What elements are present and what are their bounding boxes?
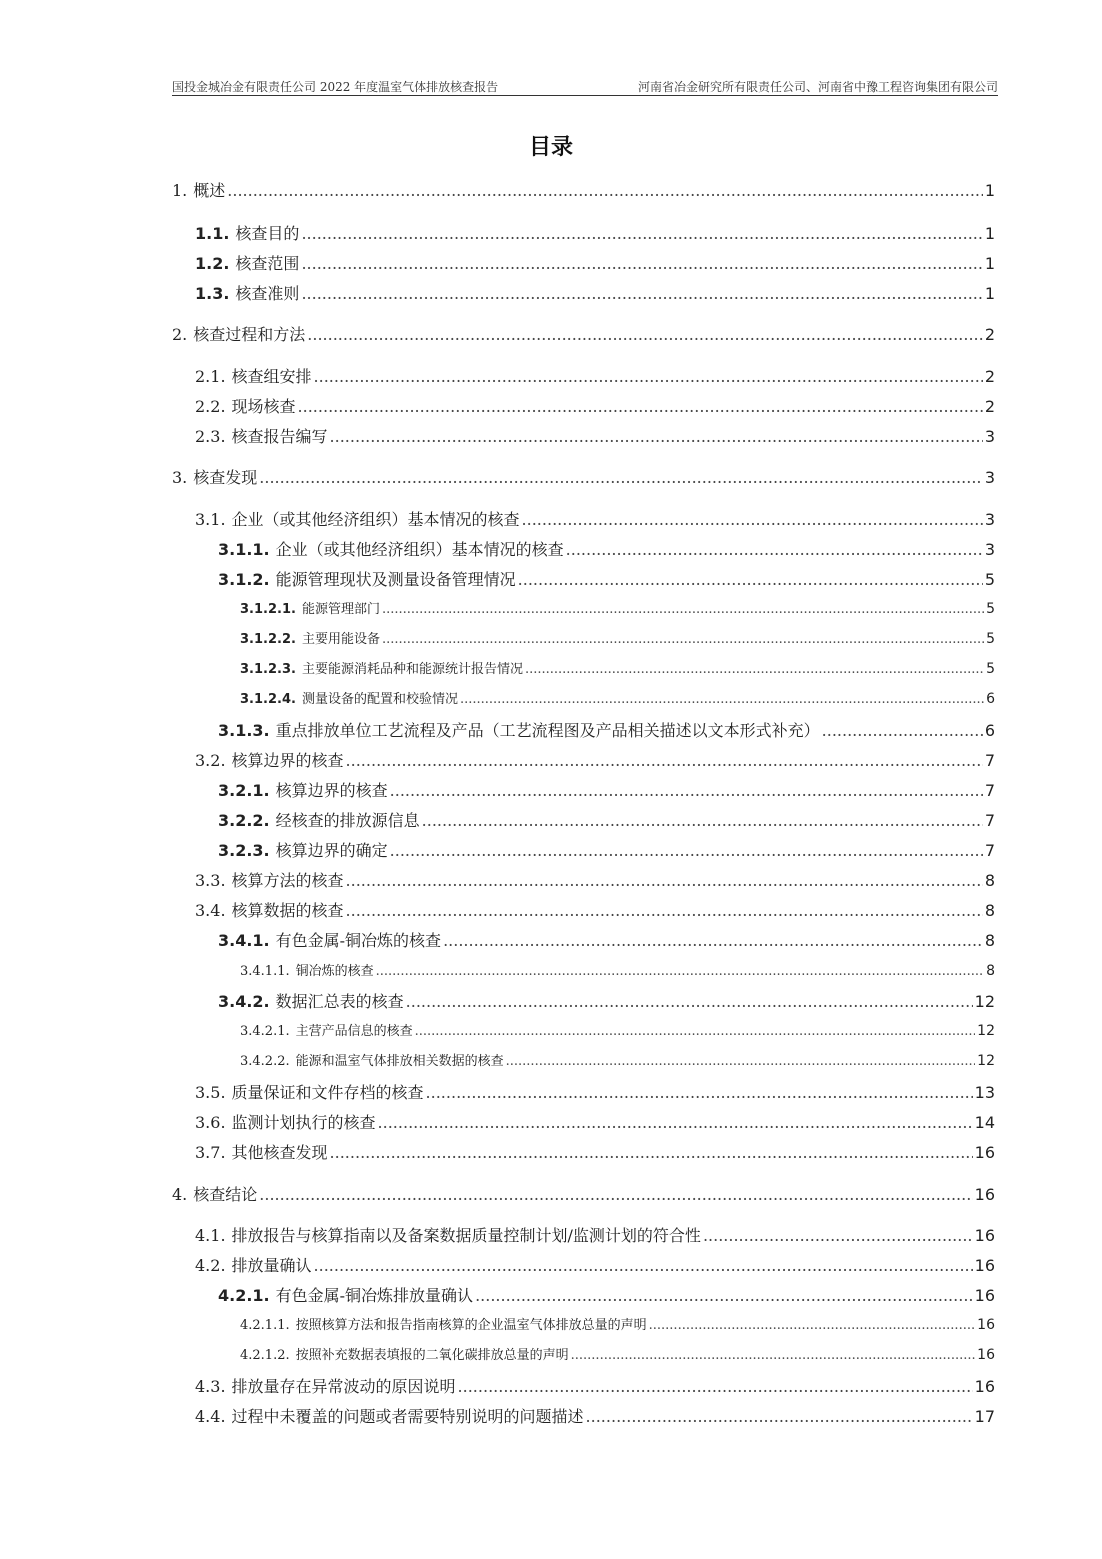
toc-leader-dots: [346, 901, 983, 920]
toc-entry-number: 3.1.1.: [218, 540, 270, 559]
toc-entry-3-4[interactable]: [195, 898, 995, 921]
toc-entry-page: 1: [984, 254, 995, 273]
toc-entry-label: 企业（或其他经济组织）基本情况的核查: [275, 540, 564, 559]
toc-entry-label: 其他核查发现: [231, 1143, 328, 1162]
toc-entry-number: 3.2.3.: [218, 841, 270, 860]
toc-entry-label: 核查范围: [235, 254, 300, 273]
toc-leader-dots: [301, 224, 982, 243]
toc-leader-dots: [458, 1377, 973, 1396]
toc-leader-dots: [586, 1407, 973, 1426]
toc-entry-number: 2.3.: [195, 427, 226, 446]
toc-entry-number: 3.5.: [195, 1083, 226, 1102]
toc-entry-page: 1: [984, 181, 995, 200]
toc-leader-dots: [378, 1113, 973, 1132]
toc-entry-number: 1.2.: [195, 254, 230, 273]
toc-entry-page: 3: [984, 540, 995, 559]
toc-entry-label: 核算方法的核查: [231, 871, 344, 890]
toc-entry-page: 16: [974, 1185, 995, 1204]
toc-entry-3-1-2-4[interactable]: [240, 688, 995, 707]
toc-entry-number: 3.1.: [195, 510, 226, 529]
toc-entry-page: 3: [984, 510, 995, 529]
toc-entry-3-2-3[interactable]: [218, 838, 995, 861]
toc-leader-dots: [566, 540, 983, 559]
toc-entry-label: 数据汇总表的核查: [275, 992, 404, 1011]
toc-entry-label: 主营产品信息的核查: [295, 1024, 413, 1039]
toc-entry-3-1-1[interactable]: [218, 537, 995, 560]
toc-entry-label: 能源管理现状及测量设备管理情况: [275, 570, 516, 589]
toc-entry-page: 8: [984, 931, 995, 950]
toc-entry-3-1[interactable]: [195, 507, 995, 530]
toc-entry-number: 4.2.: [195, 1256, 226, 1275]
toc-entry-4-2-1-2[interactable]: [240, 1344, 995, 1363]
toc-leader-dots: [390, 841, 983, 860]
toc-entry-label: 核算边界的核查: [231, 751, 344, 770]
toc-entry-label: 核算边界的核查: [275, 781, 388, 800]
toc-entry-label: 企业（或其他经济组织）基本情况的核查: [231, 510, 520, 529]
toc-leader-dots: [703, 1226, 973, 1245]
toc-entry-label: 按照补充数据表填报的二氧化碳排放总量的声明: [295, 1348, 569, 1363]
toc-entry-label: 核算数据的核查: [231, 901, 344, 920]
toc-entry-page: 5: [986, 631, 995, 647]
toc-entry-number: 3.2.2.: [218, 811, 270, 830]
toc-entry-3-4-1[interactable]: [218, 928, 995, 951]
toc-entry-label: 核查结论: [193, 1185, 258, 1204]
toc-entry-page: 3: [984, 427, 995, 446]
toc-entry-label: 有色金属-铜冶炼的核查: [275, 931, 442, 950]
toc-entry-page: 5: [986, 661, 995, 677]
toc-entry-page: 16: [977, 1317, 995, 1333]
toc-entry-number: 4.4.: [195, 1407, 226, 1426]
toc-entry-number: 3.4.2.1.: [240, 1024, 290, 1039]
toc-entry-3-2-1[interactable]: [218, 778, 995, 801]
toc-entry-page: 5: [986, 601, 995, 617]
toc-entry-label: 有色金属-铜冶炼排放量确认: [275, 1286, 474, 1305]
toc-entry-label: 核查组安排: [231, 367, 312, 386]
toc-leader-dots: [415, 1024, 976, 1039]
toc-entry-number: 4.2.1.2.: [240, 1348, 290, 1363]
toc-entry-2-1[interactable]: [195, 364, 995, 387]
toc-entry-4-2-1[interactable]: [218, 1283, 995, 1306]
toc-leader-dots: [307, 325, 983, 344]
toc-entry-4-4[interactable]: [195, 1404, 995, 1427]
toc-entry-number: 3.4.2.2.: [240, 1054, 290, 1069]
toc-entry-label: 核查过程和方法: [193, 325, 306, 344]
toc-entry-4-3[interactable]: [195, 1374, 995, 1397]
toc-entry-2-3[interactable]: [195, 424, 995, 447]
toc-entry-page: 17: [974, 1407, 995, 1426]
toc-entry-page: 16: [974, 1226, 995, 1245]
toc-leader-dots: [525, 662, 984, 677]
toc-entry-page: 16: [974, 1286, 995, 1305]
toc-leader-dots: [522, 510, 983, 529]
toc-entry-3-4-2[interactable]: [218, 989, 995, 1012]
toc-entry-page: 2: [984, 367, 995, 386]
toc-entry-3-1-2-1[interactable]: [240, 598, 995, 617]
toc-leader-dots: [346, 871, 983, 890]
toc-leader-dots: [443, 931, 983, 950]
toc-entry-page: 7: [984, 751, 995, 770]
toc-entry-number: 3.: [172, 468, 188, 487]
toc-entry-number: 3.2.1.: [218, 781, 270, 800]
toc-entry-3-4-2-2[interactable]: [240, 1050, 995, 1069]
toc-entry-number: 2.1.: [195, 367, 226, 386]
toc-entry-label: 排放报告与核算指南以及备案数据质量控制计划/监测计划的符合性: [231, 1226, 701, 1245]
toc-entry-number: 4.: [172, 1185, 188, 1204]
toc-leader-dots: [822, 721, 983, 740]
toc-entry-number: 3.4.1.: [218, 931, 270, 950]
toc-entry-label: 过程中未覆盖的问题或者需要特别说明的问题描述: [231, 1407, 584, 1426]
toc-leader-dots: [227, 181, 983, 200]
toc-entry-label: 核算边界的确定: [275, 841, 388, 860]
toc-entry-label: 质量保证和文件存档的核查: [231, 1083, 424, 1102]
toc-leader-dots: [475, 1286, 973, 1305]
toc-entry-page: 16: [974, 1377, 995, 1396]
toc-entry-number: 3.4.1.1.: [240, 964, 290, 979]
toc-entry-1-2[interactable]: [195, 251, 995, 274]
toc-entry-3-7[interactable]: [195, 1140, 995, 1163]
toc-entry-3-2-2[interactable]: [218, 808, 995, 831]
toc-entry-page: 2: [984, 397, 995, 416]
toc-leader-dots: [314, 367, 983, 386]
toc-entry-number: 4.2.1.: [218, 1286, 270, 1305]
toc-entry-3-2[interactable]: [195, 748, 995, 771]
toc-entry-label: 监测计划执行的核查: [231, 1113, 376, 1132]
toc-entry-page: 8: [984, 901, 995, 920]
toc-entry-label: 主要能源消耗品种和能源统计报告情况: [301, 662, 523, 677]
toc-leader-dots: [298, 397, 983, 416]
toc-entry-number: 3.1.2.4.: [240, 692, 296, 707]
toc-entry-page: 1: [984, 224, 995, 243]
toc-leader-dots: [376, 964, 984, 979]
toc-leader-dots: [390, 781, 983, 800]
toc-entry-4[interactable]: [172, 1182, 995, 1205]
toc-entry-label: 排放量存在异常波动的原因说明: [231, 1377, 456, 1396]
running-header: [172, 78, 998, 96]
toc-leader-dots: [649, 1318, 976, 1333]
toc-entry-number: 4.3.: [195, 1377, 226, 1396]
toc-leader-dots: [330, 1143, 973, 1162]
toc-entry-page: 8: [984, 871, 995, 890]
toc-entry-3-1-2-3[interactable]: [240, 658, 995, 677]
toc-leader-dots: [422, 811, 983, 830]
toc-entry-3-6[interactable]: [195, 1110, 995, 1133]
toc-entry-3-4-1-1[interactable]: [240, 960, 995, 979]
toc-entry-3-4-2-1[interactable]: [240, 1020, 995, 1039]
toc-entry-page: 8: [986, 963, 995, 979]
toc-leader-dots: [259, 1185, 972, 1204]
toc-entry-page: 2: [984, 325, 995, 344]
toc-entry-label: 核查报告编写: [231, 427, 328, 446]
toc-entry-1-3[interactable]: [195, 281, 995, 304]
toc-entry-page: 16: [977, 1347, 995, 1363]
toc-leader-dots: [330, 427, 983, 446]
toc-title: 目录: [528, 134, 573, 160]
toc-entry-number: 2.2.: [195, 397, 226, 416]
header-report-title: 国投金城冶金有限责任公司 2022 年度温室气体排放核查报告: [172, 80, 499, 94]
toc-entry-page: 3: [984, 468, 995, 487]
toc-entry-page: 13: [974, 1083, 995, 1102]
toc-entry-label: 能源管理部门: [301, 602, 380, 617]
toc-entry-number: 1.1.: [195, 224, 230, 243]
toc-entry-page: 14: [974, 1113, 995, 1132]
toc-entry-number: 1.: [172, 181, 188, 200]
toc-entry-3-1-2[interactable]: [218, 567, 995, 590]
toc-leader-dots: [426, 1083, 973, 1102]
toc-entry-label: 按照核算方法和报告指南核算的企业温室气体排放总量的声明: [295, 1318, 647, 1333]
toc-entry-label: 铜冶炼的核查: [295, 964, 374, 979]
toc-entry-number: 3.1.2.2.: [240, 632, 296, 647]
toc-entry-page: 16: [974, 1143, 995, 1162]
toc-leader-dots: [506, 1054, 976, 1069]
toc-entry-3[interactable]: [172, 465, 995, 488]
toc-entry-number: 4.2.1.1.: [240, 1318, 290, 1333]
toc-leader-dots: [301, 254, 982, 273]
toc-entry-label: 核查目的: [235, 224, 300, 243]
toc-entry-number: 1.3.: [195, 284, 230, 303]
toc-entry-page: 5: [984, 570, 995, 589]
toc-entry-number: 3.7.: [195, 1143, 226, 1162]
toc-leader-dots: [314, 1256, 973, 1275]
toc-entry-number: 3.1.2.1.: [240, 602, 296, 617]
toc-leader-dots: [460, 692, 984, 707]
toc-entry-number: 4.1.: [195, 1226, 226, 1245]
toc-entry-page: 12: [977, 1023, 995, 1039]
toc-entry-label: 能源和温室气体排放相关数据的核查: [295, 1054, 504, 1069]
toc-entry-page: 7: [984, 811, 995, 830]
toc-entry-page: 6: [984, 721, 995, 740]
toc-entry-label: 核查准则: [235, 284, 300, 303]
toc-entry-3-3[interactable]: [195, 868, 995, 891]
toc-leader-dots: [301, 284, 982, 303]
toc-entry-number: 2.: [172, 325, 188, 344]
toc-entry-3-5[interactable]: [195, 1080, 995, 1103]
toc-entry-4-1[interactable]: [195, 1223, 995, 1246]
toc-entry-label: 重点排放单位工艺流程及产品（工艺流程图及产品相关描述以文本形式补充）: [275, 721, 820, 740]
toc-entry-label: 测量设备的配置和校验情况: [301, 692, 458, 707]
toc-entry-label: 主要用能设备: [301, 632, 380, 647]
toc-entry-1[interactable]: [172, 178, 995, 201]
toc-entry-number: 3.1.2.3.: [240, 662, 296, 677]
header-organizations: 河南省冶金研究所有限责任公司、河南省中豫工程咨询集团有限公司: [637, 80, 998, 94]
toc-entry-page: 7: [984, 781, 995, 800]
toc-entry-2-2[interactable]: [195, 394, 995, 417]
toc-entry-3-1-3[interactable]: [218, 718, 995, 741]
toc-entry-3-1-2-2[interactable]: [240, 628, 995, 647]
toc-entry-label: 现场核查: [231, 397, 296, 416]
toc-entry-number: 3.4.2.: [218, 992, 270, 1011]
toc-entry-4-2-1-1[interactable]: [240, 1314, 995, 1333]
toc-entry-number: 3.4.: [195, 901, 226, 920]
toc-entry-page: 7: [984, 841, 995, 860]
toc-entry-page: 1: [984, 284, 995, 303]
toc-leader-dots: [406, 992, 973, 1011]
toc-entry-2[interactable]: [172, 322, 995, 345]
toc-entry-page: 6: [986, 691, 995, 707]
toc-entry-number: 3.2.: [195, 751, 226, 770]
toc-entry-page: 16: [974, 1256, 995, 1275]
toc-entry-number: 3.1.2.: [218, 570, 270, 589]
toc-entry-page: 12: [977, 1053, 995, 1069]
toc-entry-label: 核查发现: [193, 468, 258, 487]
toc-entry-label: 概述: [193, 181, 226, 200]
toc-leader-dots: [382, 602, 984, 617]
toc-entry-label: 排放量确认: [231, 1256, 312, 1275]
toc-entry-1-1[interactable]: [195, 221, 995, 244]
toc-leader-dots: [382, 632, 984, 647]
toc-entry-number: 3.6.: [195, 1113, 226, 1132]
toc-entry-label: 经核查的排放源信息: [275, 811, 420, 830]
toc-entry-4-2[interactable]: [195, 1253, 995, 1276]
toc-leader-dots: [259, 468, 983, 487]
toc-leader-dots: [518, 570, 983, 589]
toc-entry-number: 3.1.3.: [218, 721, 270, 740]
toc-entry-number: 3.3.: [195, 871, 226, 890]
toc-leader-dots: [346, 751, 983, 770]
toc-entry-page: 12: [974, 992, 995, 1011]
toc-leader-dots: [571, 1348, 976, 1363]
